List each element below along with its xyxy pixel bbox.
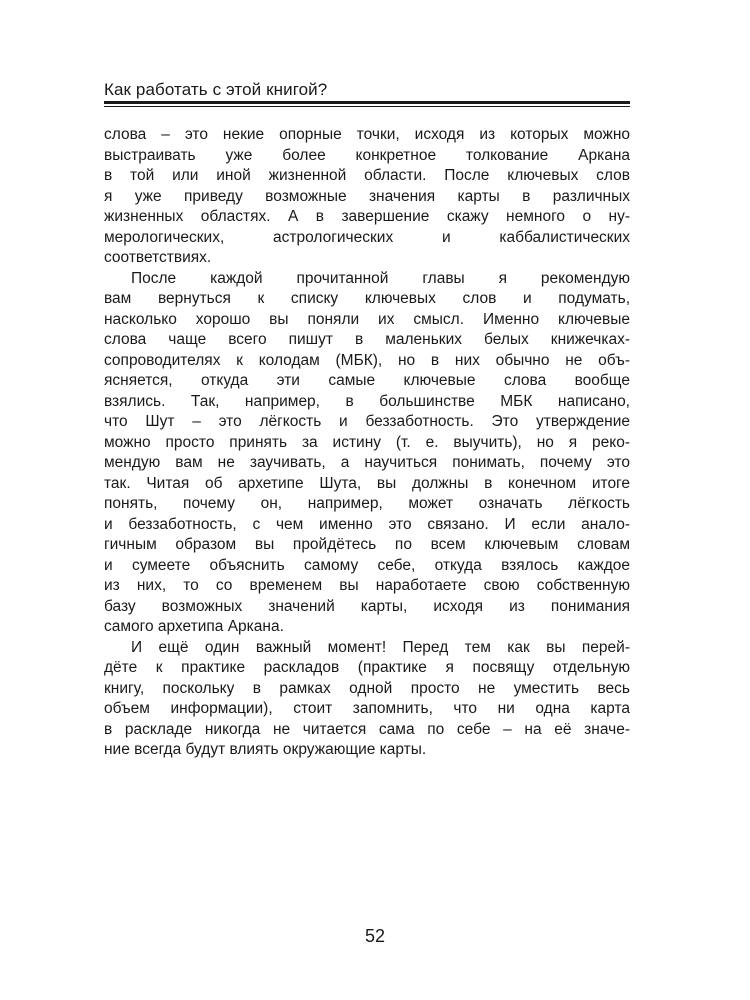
text-line: дёте к практике раскладов (практике я посвящу отдельную <box>104 659 630 676</box>
text-line: жизненных областях. А в завершение скажу немного о ну- <box>104 208 630 225</box>
text-line: выстраивать уже более конкретное толкование Аркана <box>104 146 630 164</box>
text-line: ние всегда будут влиять окружающие карты. <box>104 741 427 758</box>
paragraph <box>104 125 630 269</box>
text-line: мендую вам не заучивать, а научиться понимать, почему это <box>104 454 630 471</box>
text-line: так. Читая об архетипе Шута, вы должны в конечном итоге <box>104 474 630 492</box>
page-number: 52 <box>364 926 386 946</box>
text-line: После каждой прочитанной главы я рекомендую <box>131 269 630 287</box>
text-line: сопроводителях к колодам (МБК), но в них обычно не объ- <box>104 351 630 369</box>
text-line: в раскладе никогда не читается сама по себе – на её значе- <box>104 720 630 738</box>
text-line: из них, то со временем вы наработаете свою собственную <box>104 577 630 594</box>
text-line: понять, почему он, например, может означать лёгкость <box>104 495 630 512</box>
text-line: базу возможных значений карты, исходя из понимания <box>104 597 630 615</box>
running-header-title: Как работать с этой книгой? <box>104 80 328 99</box>
text-line: и беззаботность, с чем именно это связано. И если анало- <box>104 515 630 533</box>
paragraph <box>104 638 630 761</box>
text-line: вам вернуться к списку ключевых слов и подумать, <box>104 290 630 307</box>
text-line: насколько хорошо вы поняли их смысл. Именно ключевые <box>104 310 630 328</box>
text-line: слова чаще всего пишут в маленьких белых книжечках- <box>104 331 630 348</box>
text-line: объем информации), стоит запомнить, что ни одна карта <box>104 700 630 717</box>
text-line: соответствиях. <box>104 249 212 266</box>
text-line: И ещё один важный момент! Перед тем как вы перей- <box>131 638 630 656</box>
text-line: я уже приведу возможные значения карты в различных <box>104 187 630 205</box>
text-line: книгу, поскольку в рамках одной просто не уместить весь <box>104 679 630 697</box>
text-line: и сумеете объяснить самому себе, откуда взялось каждое <box>104 556 630 574</box>
text-line: мерологических, астрологических и каббалистических <box>104 228 630 246</box>
text-line: можно просто принять за истину (т. е. выучить), но я реко- <box>104 433 630 451</box>
header-rule-thick <box>104 101 630 104</box>
text-line: в той или иной жизненной области. После ключевых слов <box>104 167 630 184</box>
text-line: гичным образом вы пройдётесь по всем ключевым словам <box>104 536 630 553</box>
text-line: что Шут – это лёгкость и беззаботность. Это утверждение <box>104 413 630 430</box>
text-line: ясняется, откуда эти самые ключевые слова вообще <box>104 372 630 389</box>
paragraph <box>104 269 630 638</box>
text-line: взялись. Так, например, в большинстве МБК написано, <box>104 392 630 410</box>
header-rule-thin <box>104 106 630 107</box>
body-text <box>104 125 630 761</box>
text-line: слова – это некие опорные точки, исходя из которых можно <box>104 126 630 143</box>
text-line: самого архетипа Аркана. <box>104 618 284 635</box>
